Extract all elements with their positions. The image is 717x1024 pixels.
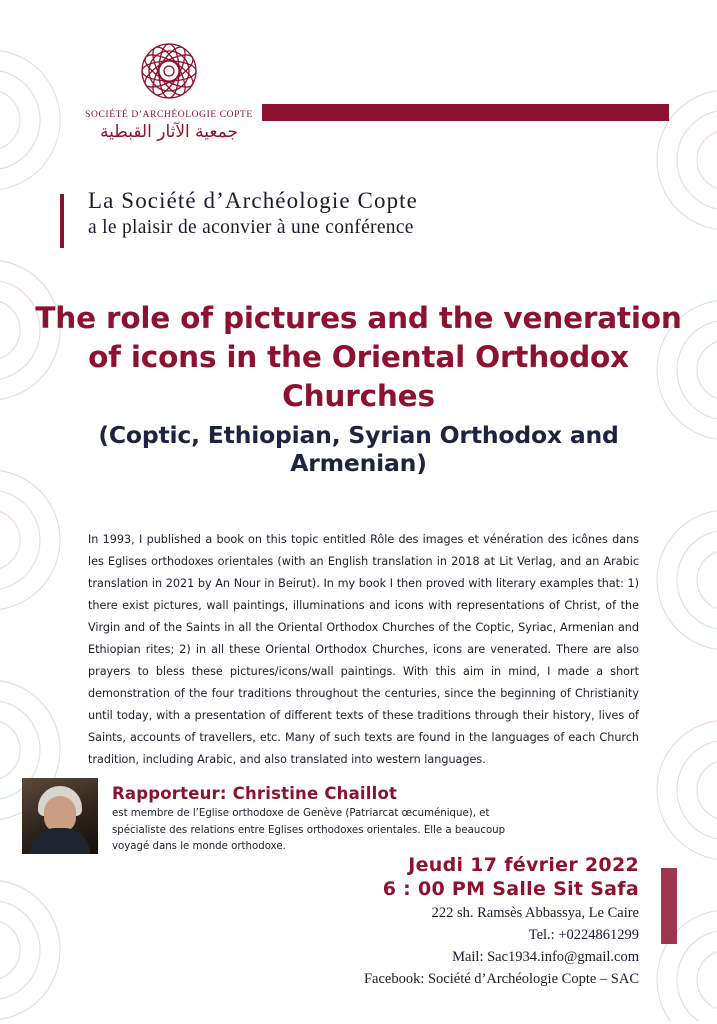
invitation-accent-rule [60,194,64,248]
speaker-name: Rapporteur: Christine Chaillot [112,784,398,803]
logo-text-french: SOCIÉTÉ D’ARCHÉOLOGIE COPTE [85,110,253,120]
event-address: 222 sh. Ramsès Abbassya, Le Caire [431,905,639,921]
invitation-line-1: La Société d’Archéologie Copte [88,188,418,213]
details-accent-bar [661,868,677,944]
poster-header [0,0,717,170]
coptic-rosette-logo-icon [134,36,204,106]
event-time-venue: 6 : 00 PM Salle Sit Safa [382,878,639,900]
speaker-info [112,778,542,856]
title-block [0,299,717,477]
event-date: Jeudi 17 février 2022 [408,854,639,876]
abstract-text: In 1993, I published a book on this topic entitled Rôle des images et vénération des icônes dans les Eglises orthodoxes orientales (with an English translation in 2018 at Lit Verlag, and an Arabic translation in 2021 by An Nour in Beirut). In my book I then proved with literary examples that: 1) there exist pictures, wall paintings, illuminations and icons with representations of Christ, of the Virgin and of the Saints in all the Oriental Orthodox Churches of the Coptic, Syriac, Armenian and Ethiopian rites; 2) in all these Oriental Orthodox Churches, icons are venerated. There are also prayers to bless these pictures/icons/wall paintings. With this aim in mind, I made a short demonstration of the four traditions throughout the centuries, since the beginning of Christianity until today, with a presentation of different texts of these traditions through their history, lives of Saints, accounts of travellers, etc. Many of such texts are found in the languages of each Church tradition, including Arabic, and also translated into western languages. [88,532,639,767]
event-details [364,854,639,988]
organization-logo [84,36,254,142]
header-accent-bar-left [262,104,444,121]
speaker-bio: est membre de l’Eglise orthodoxe de Genève (Patriarcat œcuménique), et spécialiste des relations entre Eglises orthodoxes orientales. Elle a beaucoup voyagé dans le monde orthodoxe. [112,808,506,853]
logo-text-arabic: جمعية الآثار القبطية [100,122,238,142]
portrait-face [44,796,76,832]
event-telephone: Tel.: +0224861299 [528,927,639,943]
event-facebook: Facebook: Société d’Archéologie Copte – SAC [363,971,639,987]
lecture-title: The role of pictures and the veneration of icons in the Oriental Orthodox Churches [35,301,682,414]
event-email: Mail: Sac1934.info@gmail.com [452,949,639,965]
header-accent-bar-right [444,104,669,121]
invitation-line-2: a le plaisir de aconvier à une conférence [88,217,414,238]
speaker-block [22,778,677,856]
rosette-svg [134,36,204,106]
lecture-subtitle: (Coptic, Ethiopian, Syrian Orthodox and Armenian) [98,420,619,477]
invitation-block [0,188,717,239]
speaker-portrait [22,778,98,854]
